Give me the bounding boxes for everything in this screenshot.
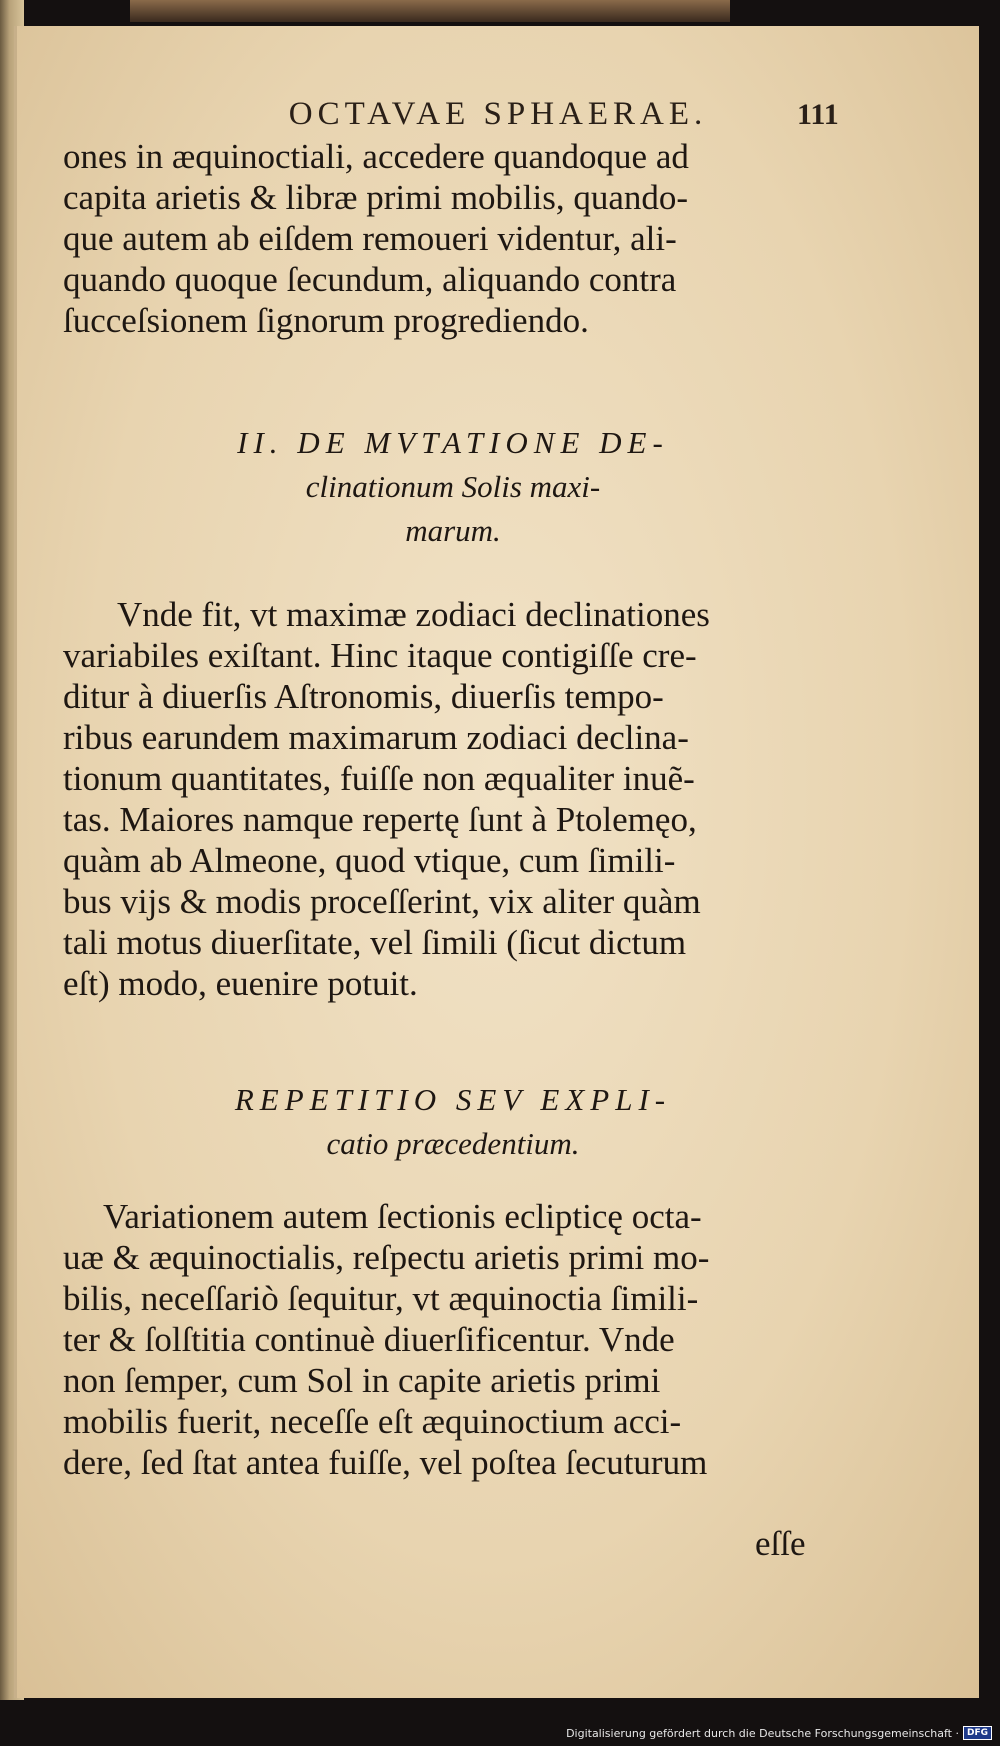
text-line: bilis, neceſſariò ſequitur, vt æquinoctia ſimili- (63, 1279, 699, 1318)
text-line: Variationem autem ſectionis eclipticę octa- (103, 1197, 702, 1236)
text-line: ribus earundem maximarum zodiaci declina- (63, 718, 689, 757)
heading-line: marum. (405, 513, 501, 548)
footer-credit: Digitalisierung gefördert durch die Deutsche Forschungsgemeinschaft · (566, 1726, 959, 1740)
section-heading-repetitio (63, 1078, 843, 1166)
text-line: que autem ab eiſdem remoueri videntur, ali- (63, 219, 677, 258)
text-line: ſucceſsionem ſignorum progrediendo. (63, 301, 589, 340)
heading-line: catio præcedentium. (326, 1126, 580, 1161)
text-line: tionum quantitates, fuiſſe non æqualiter inuẽ- (63, 759, 695, 798)
heading-line: clinationum Solis maxi- (305, 469, 601, 504)
heading-line: REPETITIO SEV EXPLI- (234, 1082, 672, 1117)
text-line: Vnde fit, vt maximæ zodiaci declinationes (117, 595, 710, 634)
text-line: mobilis fuerit, neceſſe eſt æquinoctium acci- (63, 1402, 682, 1441)
text-line: capita arietis & libræ primi mobilis, quando- (63, 178, 689, 217)
dfg-logo: DFG (963, 1726, 992, 1740)
top-binding-strip (130, 0, 730, 22)
text-line: tas. Maiores namque repertę ſunt à Ptolemęo, (63, 800, 697, 839)
text-line: quàm ab Almeone, quod vtique, cum ſimili- (63, 841, 676, 880)
folio-number: 111 (797, 98, 839, 131)
text-line: quando quoque ſecundum, aliquando contra (63, 260, 677, 299)
text-line: tali motus diuerſitate, vel ſimili (ſicut dictum (63, 923, 687, 962)
text-line: variabiles exiſtant. Hinc itaque contigiſſe cre- (63, 636, 697, 675)
heading-line: II. DE MVTATIONE DE- (237, 425, 669, 460)
text-line: ditur à diuerſis Aſtronomis, diuerſis tempo- (63, 677, 664, 716)
book-page (14, 26, 979, 1698)
digitization-footer (566, 1726, 992, 1740)
paragraph-3 (63, 1196, 843, 1483)
running-head: OCTAVAE SPHAERAE. (288, 96, 708, 132)
section-heading-ii (63, 421, 843, 553)
text-line: ones in æquinoctiali, accedere quandoque ad (63, 137, 689, 176)
paragraph-2 (63, 594, 843, 1004)
text-line: uæ & æquinoctialis, reſpectu arietis primi mo- (63, 1238, 710, 1277)
text-line: ter & ſolſtitia continuè diuerſificentur. Vnde (63, 1320, 675, 1359)
text-line: bus vijs & modis proceſſerint, vix aliter quàm (63, 882, 701, 921)
catchword: eſſe (755, 1524, 806, 1563)
text-line: non ſemper, cum Sol in capite arietis primi (63, 1361, 661, 1400)
paragraph-1 (63, 136, 843, 341)
text-line: dere, ſed ſtat antea fuiſſe, vel poſtea ſecuturum (63, 1443, 708, 1482)
text-line: eſt) modo, euenire potuit. (63, 964, 418, 1003)
